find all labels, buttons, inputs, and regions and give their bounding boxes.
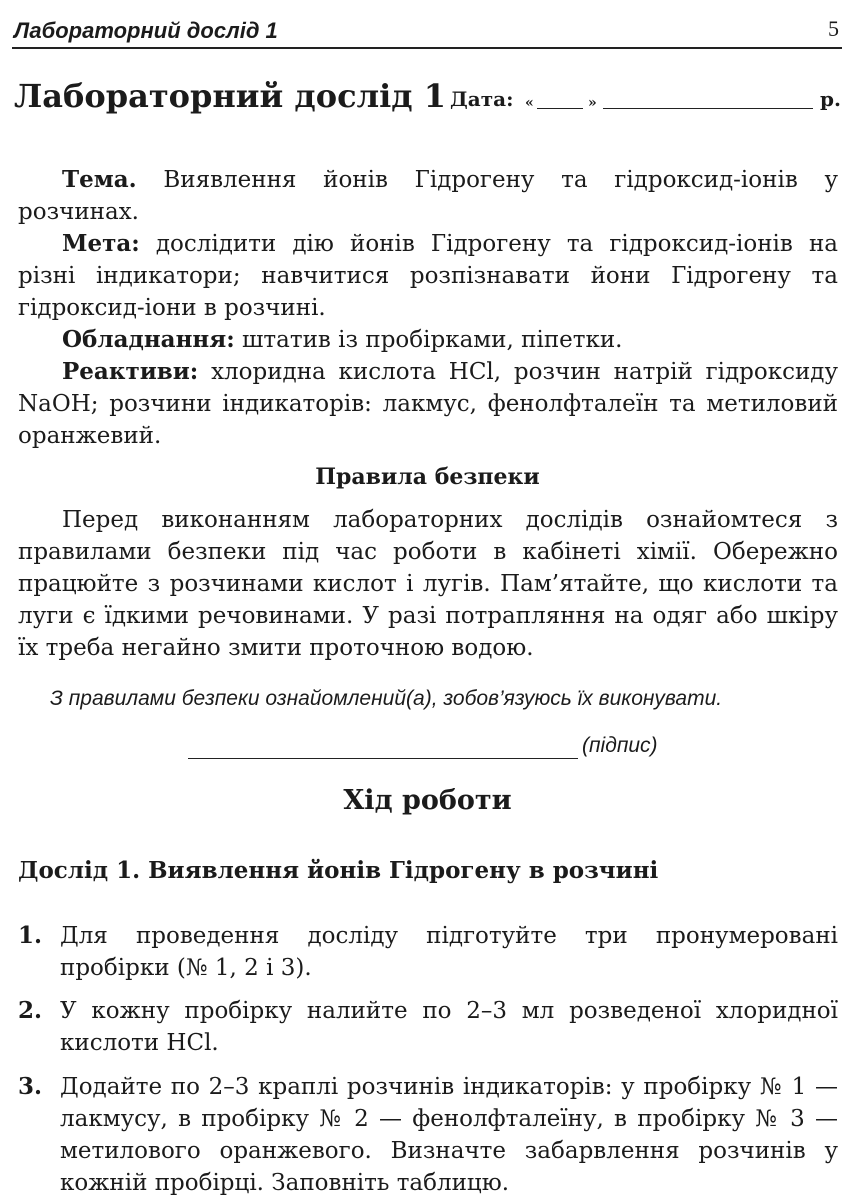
page-title: Лабораторний дослід 1: [14, 77, 447, 115]
list-item: [18, 1071, 838, 1199]
topic-label: Тема.: [62, 166, 137, 193]
date-suffix: р.: [820, 87, 841, 111]
topic-paragraph: [18, 164, 838, 228]
date-close-quote: »: [588, 95, 597, 111]
step-number: 1.: [18, 922, 43, 949]
goal-label: Мета:: [62, 230, 140, 257]
safety-heading: Правила безпеки: [315, 464, 540, 490]
date-day-blank[interactable]: [537, 108, 583, 109]
goal-text: дослідити дію йонів Гідрогену та гідроксид-іонів на різні індикатори; навчитися розпізнавати йони Гідрогену та гідроксид-іони в розчині.: [18, 231, 838, 321]
date-month-year-blank[interactable]: [603, 108, 813, 109]
header-rule: [12, 47, 842, 49]
list-item: [18, 920, 838, 984]
goal-paragraph: [18, 228, 838, 324]
equipment-paragraph: [18, 324, 838, 356]
signature-line[interactable]: [188, 758, 578, 759]
reagents-text: хлоридна кислота HCl, розчин натрій гідроксиду NaOH; розчини індикаторів: лакмус, фенолфталеїн та метиловий оранжевий.: [18, 359, 838, 449]
safety-text: Перед виконанням лабораторних дослідів ознайомтеся з правилами безпеки під час роботи в кабінеті хімії. Обережно працюйте з розчинами кислот і лугів. Пам’ятайте, що кислоти та луги є їдкими речовинами. У разі потрапляння на одяг або шкіру їх треба негайно змити проточною водою.: [18, 507, 838, 661]
step-number: 2.: [18, 997, 43, 1024]
step-number: 3.: [18, 1073, 43, 1100]
step-text: Для проведення досліду підготуйте три пронумеровані пробірки (№ 1, 2 і 3).: [60, 923, 838, 981]
date-label: Дата:: [450, 87, 514, 111]
reagents-label: Реактиви:: [62, 358, 199, 385]
list-item: [18, 995, 838, 1059]
safety-acknowledgement: З правилами безпеки ознайомлений(а), зобов’язуюсь їх виконувати.: [50, 687, 723, 710]
date-open-quote: «: [525, 95, 534, 111]
step-text: У кожну пробірку налийте по 2–3 мл розведеної хлоридної кислоти HCl.: [60, 998, 838, 1056]
step-text: Додайте по 2–3 краплі розчинів індикаторів: у пробірку № 1 — лакмусу, в пробірку № 2 — фенолфталеїну, в пробірку № 3 — метилового оранжевого. Визначте забарвлення розчинів у кожній пробірці. Заповніть таблицю.: [60, 1074, 838, 1196]
equipment-label: Обладнання:: [62, 326, 235, 353]
signature-label: (підпис): [582, 734, 658, 757]
procedure-heading: Хід роботи: [343, 785, 512, 816]
intro-section: [18, 164, 838, 452]
experiment-title: Дослід 1. Виявлення йонів Гідрогену в розчині: [18, 857, 659, 884]
equipment-text: штатив із пробірками, піпетки.: [234, 327, 623, 353]
reagents-paragraph: [18, 356, 838, 452]
safety-section: [18, 504, 838, 664]
page-number: 5: [828, 16, 839, 41]
running-header-title: Лабораторний дослід 1: [14, 18, 278, 43]
topic-text: Виявлення йонів Гідрогену та гідроксид-іонів у розчинах.: [18, 167, 838, 225]
